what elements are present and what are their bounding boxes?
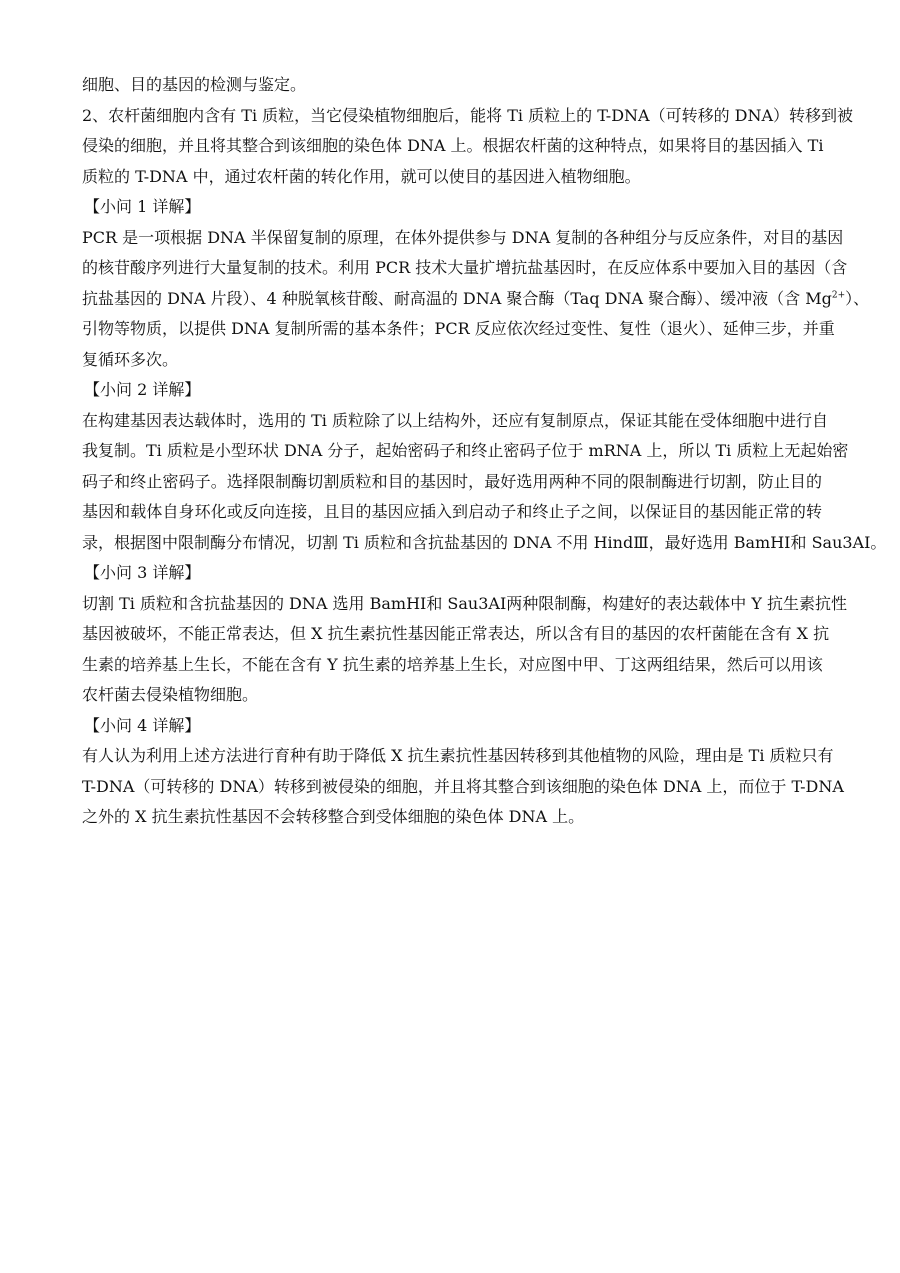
- line-text: 抗盐基因的 DNA 片段）、4 种脱氧核苷酸、耐高温的 DNA 聚合酶（Taq DNA 聚合酶）、缓冲液（含 Mg: [82, 288, 832, 308]
- paragraph-line: 的核苷酸序列进行大量复制的技术。利用 PCR 技术大量扩增抗盐基因时，在反应体系中要加入目的基因（含: [82, 258, 848, 277]
- section-heading: 【小问 2 详解】: [84, 380, 201, 399]
- section-heading: 【小问 4 详解】: [84, 715, 201, 735]
- section-heading: 【小问 1 详解】: [84, 197, 201, 216]
- superscript: 2+: [831, 290, 846, 301]
- section-heading: 【小问 3 详解】: [84, 563, 201, 582]
- paragraph-line: 细胞、目的基因的检测与鉴定。: [82, 75, 307, 94]
- document-body: [82, 70, 887, 833]
- paragraph-line: 我复制。Ti 质粒是小型环状 DNA 分子，起始密码子和终止密码子位于 mRNA 上，所以 Ti 质粒上无起始密: [82, 441, 849, 460]
- paragraph-line: [82, 284, 870, 315]
- paragraph-line: 录，根据图中限制酶分布情况，切割 Ti 质粒和含抗盐基因的 DNA 不用 HindⅢ，最好选用 BamHⅠ和 Sau3AI。: [82, 532, 887, 552]
- paragraph-line: 农杆菌去侵染植物细胞。: [82, 685, 259, 704]
- paragraph-line: 基因和载体自身环化或反向连接，且目的基因应插入到启动子和终止子之间，以保证目的基因能正常的转: [82, 502, 822, 521]
- paragraph-line: 有人认为利用上述方法进行育种有助于降低 X 抗生素抗性基因转移到其他植物的风险，理由是 Ti 质粒只有: [82, 746, 834, 765]
- paragraph-line: 复循环多次。: [82, 349, 179, 369]
- line-tail: ）、: [845, 288, 870, 308]
- paragraph-line: 2、农杆菌细胞内含有 Ti 质粒，当它侵染植物细胞后，能将 Ti 质粒上的 T-DNA（可转移的 DNA）转移到被: [82, 105, 854, 125]
- paragraph-line: 切割 Ti 质粒和含抗盐基因的 DNA 选用 BamHⅠ和 Sau3AI两种限制酶，构建好的表达载体中 Y 抗生素抗性: [82, 593, 848, 613]
- paragraph-line: 在构建基因表达载体时，选用的 Ti 质粒除了以上结构外，还应有复制原点，保证其能在受体细胞中进行自: [82, 410, 828, 430]
- paragraph-line: 基因被破坏，不能正常表达，但 X 抗生素抗性基因能正常表达，所以含有目的基因的农杆菌能在含有 X 抗: [82, 624, 830, 643]
- paragraph-line: 引物等物质，以提供 DNA 复制所需的基本条件；PCR 反应依次经过变性、复性（退火）、延伸三步，并重: [82, 319, 835, 338]
- paragraph-line: 生素的培养基上生长，不能在含有 Y 抗生素的培养基上生长，对应图中甲、丁这两组结果，然后可以用该: [82, 654, 823, 674]
- paragraph-line: 之外的 X 抗生素抗性基因不会转移整合到受体细胞的染色体 DNA 上。: [82, 807, 585, 826]
- paragraph-line: 质粒的 T-DNA 中，通过农杆菌的转化作用，就可以使目的基因进入植物细胞。: [82, 166, 641, 186]
- paragraph-line: 码子和终止密码子。选择限制酶切割质粒和目的基因时，最好选用两种不同的限制酶进行切割，防止目的: [82, 471, 822, 491]
- paragraph-line: T-DNA（可转移的 DNA）转移到被侵染的细胞，并且将其整合到该细胞的染色体 DNA 上，而位于 T-DNA: [82, 776, 844, 796]
- paragraph-line: PCR 是一项根据 DNA 半保留复制的原理，在体外提供参与 DNA 复制的各种组分与反应条件，对目的基因: [82, 227, 844, 247]
- paragraph-line: 侵染的细胞，并且将其整合到该细胞的染色体 DNA 上。根据农杆菌的这种特点，如果将目的基因插入 Ti: [82, 136, 824, 155]
